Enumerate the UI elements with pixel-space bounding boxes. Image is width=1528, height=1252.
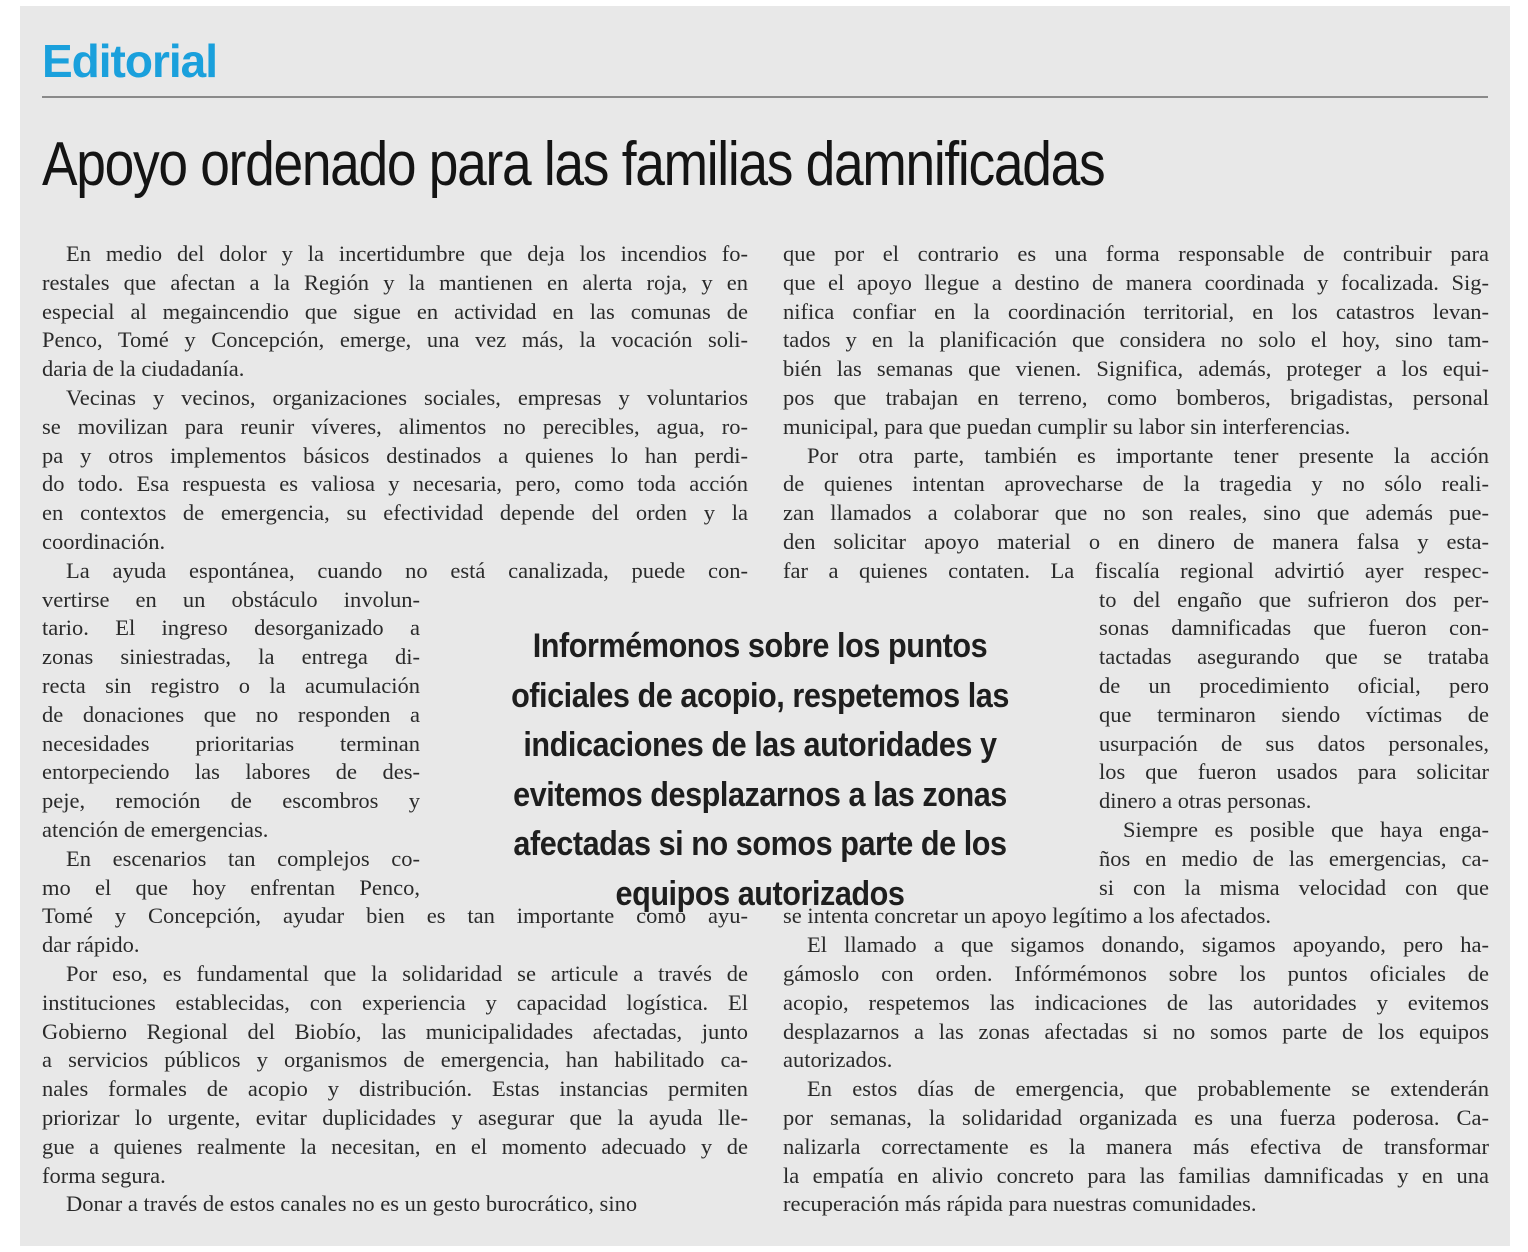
text-line: gámoslo con orden. Infórmémonos sobre los puntos oficiales de [783, 960, 1489, 986]
text-line: dar rápido. [42, 932, 140, 958]
text-line: los que fueron usados para solicitar [1099, 759, 1489, 785]
text-line: den solicitar apoyo material o en dinero de manera falsa y esta- [783, 528, 1489, 554]
text-line: Tomé y Concepción, ayudar bien es tan importante como ayu- [42, 903, 748, 929]
text-line: necesidades prioritarias terminan [42, 730, 420, 756]
text-line: de un procedimiento oficial, pero [1099, 672, 1489, 698]
text-line: tario. El ingreso desorganizado a [42, 615, 420, 641]
text-line: pa y otros implementos básicos destinados a quienes lo han perdi- [42, 442, 748, 468]
text-line: que por el contrario es una forma responsable de contribuir para [783, 241, 1489, 266]
text-line: que terminaron siendo víctimas de [1099, 701, 1489, 727]
text-line: nalizarla correctamente es la manera más efectiva de transformar [783, 1133, 1489, 1159]
text-line: recuperación más rápida para nuestras comunidades. [783, 1191, 1257, 1217]
text-line: Por otra parte, también es importante tener presente la acción [807, 442, 1489, 468]
text-line: instituciones establecidas, con experiencia y capacidad logística. El [42, 989, 748, 1015]
section-label: Editorial [42, 35, 218, 87]
text-line: recta sin registro o la acumulación [42, 672, 420, 698]
text-line: se movilizan para reunir víveres, alimentos no perecibles, agua, ro- [42, 413, 748, 439]
text-line: a servicios públicos y organismos de emergencia, han habilitado ca- [42, 1047, 748, 1073]
text-line: El llamado a que sigamos donando, sigamos apoyando, pero ha- [807, 932, 1489, 958]
text-line: se intenta concretar un apoyo legítimo a los afectados. [783, 903, 1271, 929]
text-line: Donar a través de estos canales no es un gesto burocrático, sino [66, 1191, 638, 1217]
text-line: usurpación de sus datos personales, [1099, 730, 1489, 756]
text-line: Penco, Tomé y Concepción, emerge, una vez más, la vocación soli- [42, 327, 748, 353]
headline: Apoyo ordenado para las familias damnificadas [42, 130, 1105, 199]
text-line: En medio del dolor y la incertidumbre que deja los incendios fo- [66, 241, 748, 266]
text-line: nales formales de acopio y distribución. Estas instancias permiten [42, 1076, 748, 1102]
text-line: En escenarios tan complejos co- [66, 845, 420, 871]
text-line: to del engaño que sufrieron dos per- [1099, 586, 1489, 612]
text-line: atención de emergencias. [42, 816, 269, 842]
text-line: Vecinas y vecinos, organizaciones sociales, empresas y voluntarios [66, 384, 748, 410]
text-line: nifica confiar en la coordinación territorial, en los catastros levan- [783, 298, 1489, 324]
text-line: mo el que hoy enfrentan Penco, [42, 874, 420, 900]
text-line: por semanas, la solidaridad organizada es una fuerza poderosa. Ca- [783, 1104, 1489, 1130]
newspaper-page [20, 6, 1510, 1246]
text-line: zan llamados a colaborar que no son reales, sino que además pue- [783, 500, 1489, 526]
text-line: daria de la ciudadanía. [42, 356, 245, 382]
text-line: Siempre es posible que haya enga- [1123, 816, 1489, 842]
text-line: de quienes intentan aprovecharse de la tragedia y no sólo reali- [783, 471, 1489, 497]
text-line: entorpeciendo las labores de des- [42, 759, 420, 785]
text-line: la empatía en alivio concreto para las familias damnificadas y en una [783, 1162, 1489, 1188]
text-line: gue a quienes realmente la necesitan, en el momento adecuado y de [42, 1133, 748, 1159]
text-line: far a quienes contaten. La fiscalía regional advirtió ayer respec- [783, 557, 1489, 583]
text-line: priorizar lo urgente, evitar duplicidades y asegurar que la ayuda lle- [42, 1104, 748, 1130]
text-line: tados y en la planificación que considera no solo el hoy, sino tam- [783, 327, 1489, 353]
text-line: En estos días de emergencia, que probablemente se extenderán [807, 1076, 1489, 1102]
text-line: La ayuda espontánea, cuando no está canalizada, puede con- [66, 557, 748, 583]
text-line: de donaciones que no responden a [42, 701, 420, 727]
text-line: desplazarnos a las zonas afectadas si no somos parte de los equipos [783, 1018, 1489, 1044]
text-line: sonas damnificadas que fueron con- [1099, 615, 1489, 641]
text-line: Gobierno Regional del Biobío, las municipalidades afectadas, junto [42, 1018, 748, 1044]
text-line: vertirse en un obstáculo involun- [42, 586, 420, 612]
text-line: do todo. Esa respuesta es valiosa y necesaria, pero, como toda acción [42, 471, 748, 497]
pull-quote: Informémonos sobre los puntos oficiales de acopio, respetemos las indicaciones de las autoridades y evitemos desplazarnos a las zonas afectadas si no somos parte de los equipos autorizados [511, 627, 1009, 913]
text-line: en contextos de emergencia, su efectividad depende del orden y la [42, 500, 748, 526]
text-line: especial al megaincendio que sigue en actividad en las comunas de [42, 298, 748, 324]
text-line: forma segura. [42, 1162, 166, 1188]
text-line: peje, remoción de escombros y [42, 788, 420, 814]
text-line: municipal, para que puedan cumplir su labor sin interferencias. [783, 413, 1351, 439]
text-line: autorizados. [783, 1047, 893, 1073]
text-line: dinero a otras personas. [1099, 788, 1312, 814]
text-line: Por eso, es fundamental que la solidaridad se articule a través de [66, 960, 748, 986]
text-line: coordinación. [42, 528, 166, 554]
text-line: ños en medio de las emergencias, ca- [1099, 845, 1489, 871]
text-line: pos que trabajan en terreno, como bomberos, brigadistas, personal [783, 384, 1489, 410]
text-line: restales que afectan a la Región y la mantienen en alerta roja, y en [42, 269, 748, 295]
text-line: acopio, respetemos las indicaciones de las autoridades y evitemos [783, 989, 1489, 1015]
text-line: zonas siniestradas, la entrega di- [42, 644, 420, 670]
text-line: si con la misma velocidad con que [1099, 874, 1489, 900]
text-line: que el apoyo llegue a destino de manera coordinada y focalizada. Sig- [783, 269, 1489, 295]
section-divider [42, 96, 1488, 98]
text-line: tactadas asegurando que se trataba [1099, 644, 1489, 670]
text-line: bién las semanas que vienen. Significa, además, proteger a los equi- [783, 356, 1489, 382]
